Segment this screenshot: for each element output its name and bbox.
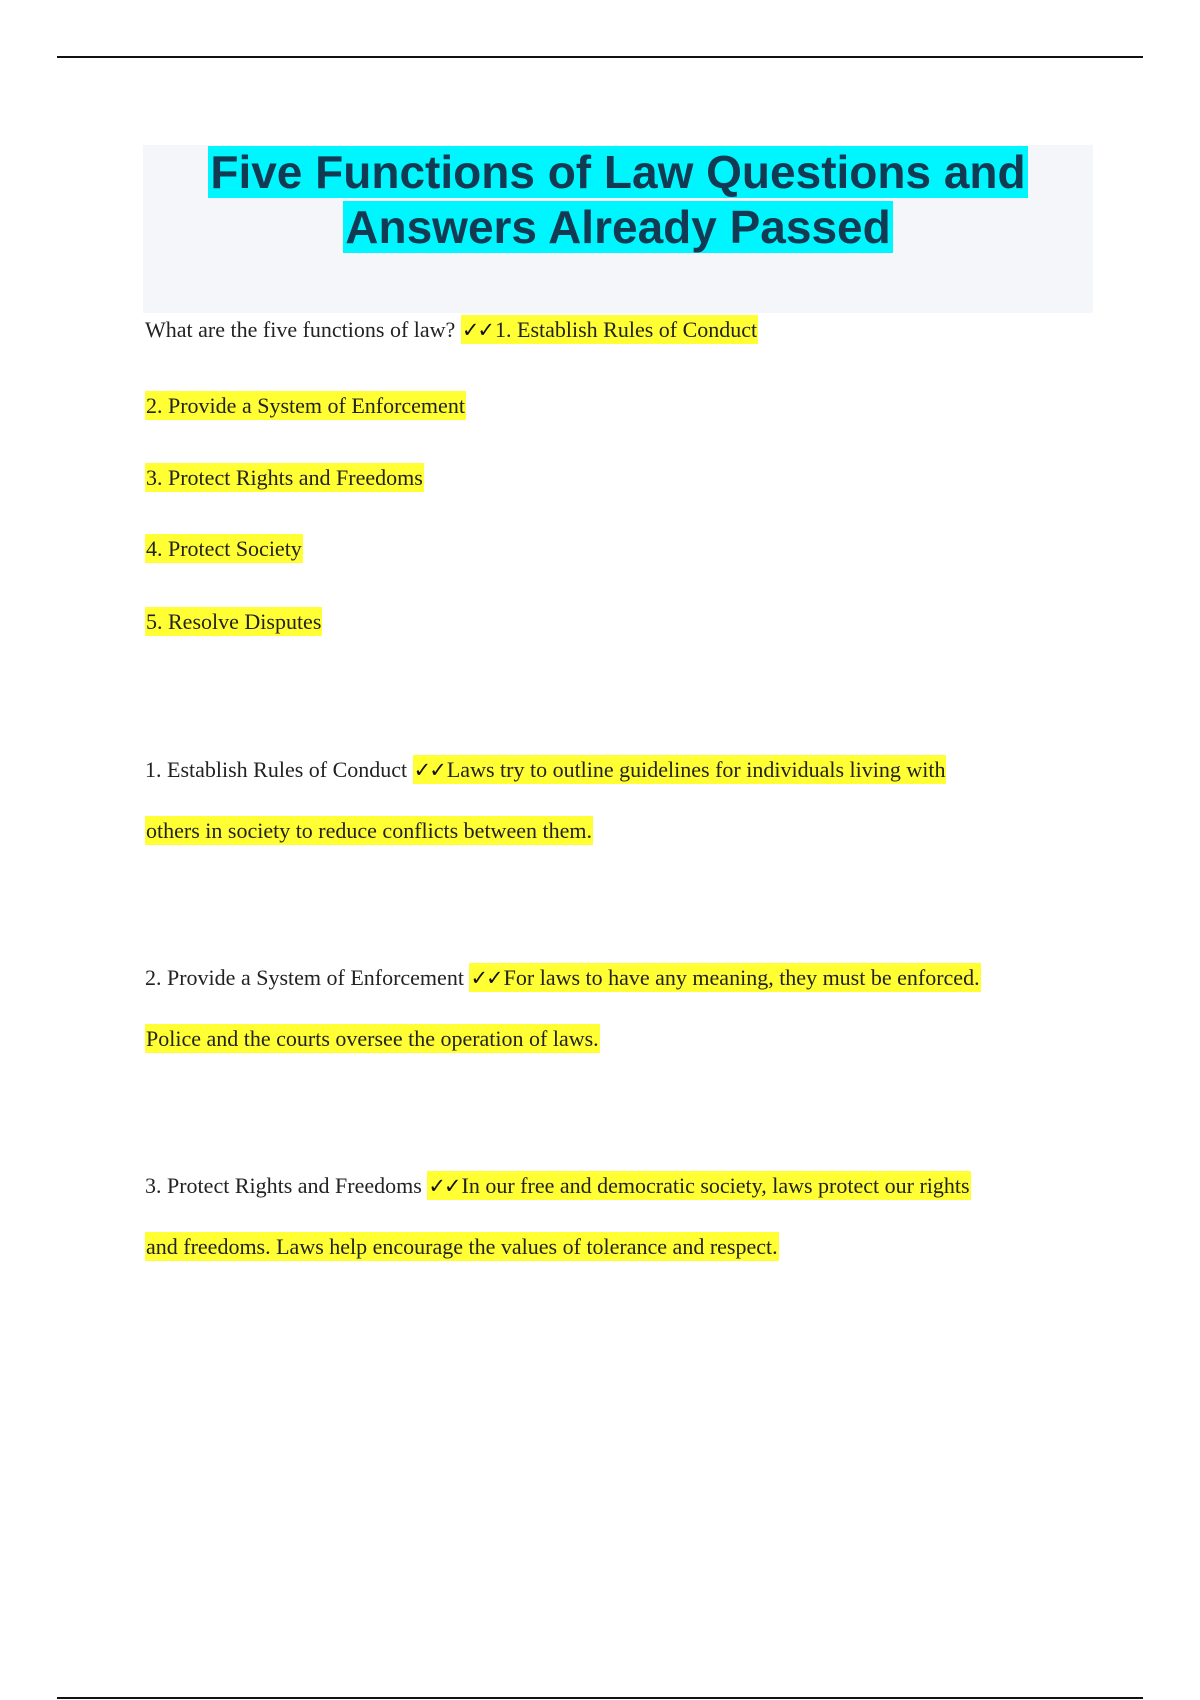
- qa-answer-line-1: For laws to have any meaning, they must be enforced.: [503, 965, 980, 990]
- title-banner: [143, 145, 1093, 313]
- qa-question-1: [145, 755, 946, 785]
- answer-highlight: [461, 315, 758, 344]
- qa-answer-line-2: Police and the courts oversee the operation of laws.: [146, 1026, 599, 1051]
- qa-question-text: 3. Protect Rights and Freedoms: [145, 1173, 428, 1198]
- answer-line: [145, 607, 322, 637]
- qa-answer-continuation: [145, 1024, 600, 1054]
- qa-question-3: [145, 1171, 971, 1201]
- answer-line: [145, 534, 303, 564]
- qa-answer-continuation: [145, 816, 593, 846]
- footer-rule: [57, 1697, 1143, 1699]
- double-check-icon: ✓✓: [413, 758, 445, 782]
- document-title: [143, 145, 1093, 255]
- double-check-icon: ✓✓: [461, 318, 494, 342]
- qa-answer-highlight: [413, 755, 947, 784]
- qa-question-text: 1. Establish Rules of Conduct: [145, 757, 413, 782]
- answer-line: [145, 463, 424, 493]
- title-line-1: Five Functions of Law Questions and: [210, 146, 1026, 198]
- header-rule: [57, 56, 1143, 58]
- answer-item-2: 2. Provide a System of Enforcement: [146, 393, 465, 418]
- title-line-2: Answers Already Passed: [345, 201, 891, 253]
- answer-item-1: 1. Establish Rules of Conduct: [495, 317, 758, 342]
- qa-question-text: 2. Provide a System of Enforcement: [145, 965, 470, 990]
- qa-question-2: [145, 963, 981, 993]
- qa-answer-line-2: and freedoms. Laws help encourage the values of tolerance and respect.: [146, 1234, 778, 1259]
- qa-answer-line-1: In our free and democratic society, laws protect our rights: [461, 1173, 970, 1198]
- qa-answer-highlight: [427, 1171, 970, 1200]
- answer-item-3: 3. Protect Rights and Freedoms: [146, 465, 423, 490]
- answer-item-4: 4. Protect Society: [146, 536, 302, 561]
- qa-answer-line-1: Laws try to outline guidelines for individuals living with: [446, 757, 946, 782]
- question-five-functions: [145, 315, 758, 345]
- double-check-icon: ✓✓: [470, 966, 502, 990]
- qa-answer-line-2: others in society to reduce conflicts between them.: [146, 818, 592, 843]
- question-text: What are the five functions of law?: [145, 317, 461, 342]
- answer-item-5: 5. Resolve Disputes: [146, 609, 322, 634]
- answer-line: [145, 391, 466, 421]
- double-check-icon: ✓✓: [428, 1174, 460, 1198]
- qa-answer-continuation: [145, 1232, 779, 1262]
- qa-answer-highlight: [469, 963, 980, 992]
